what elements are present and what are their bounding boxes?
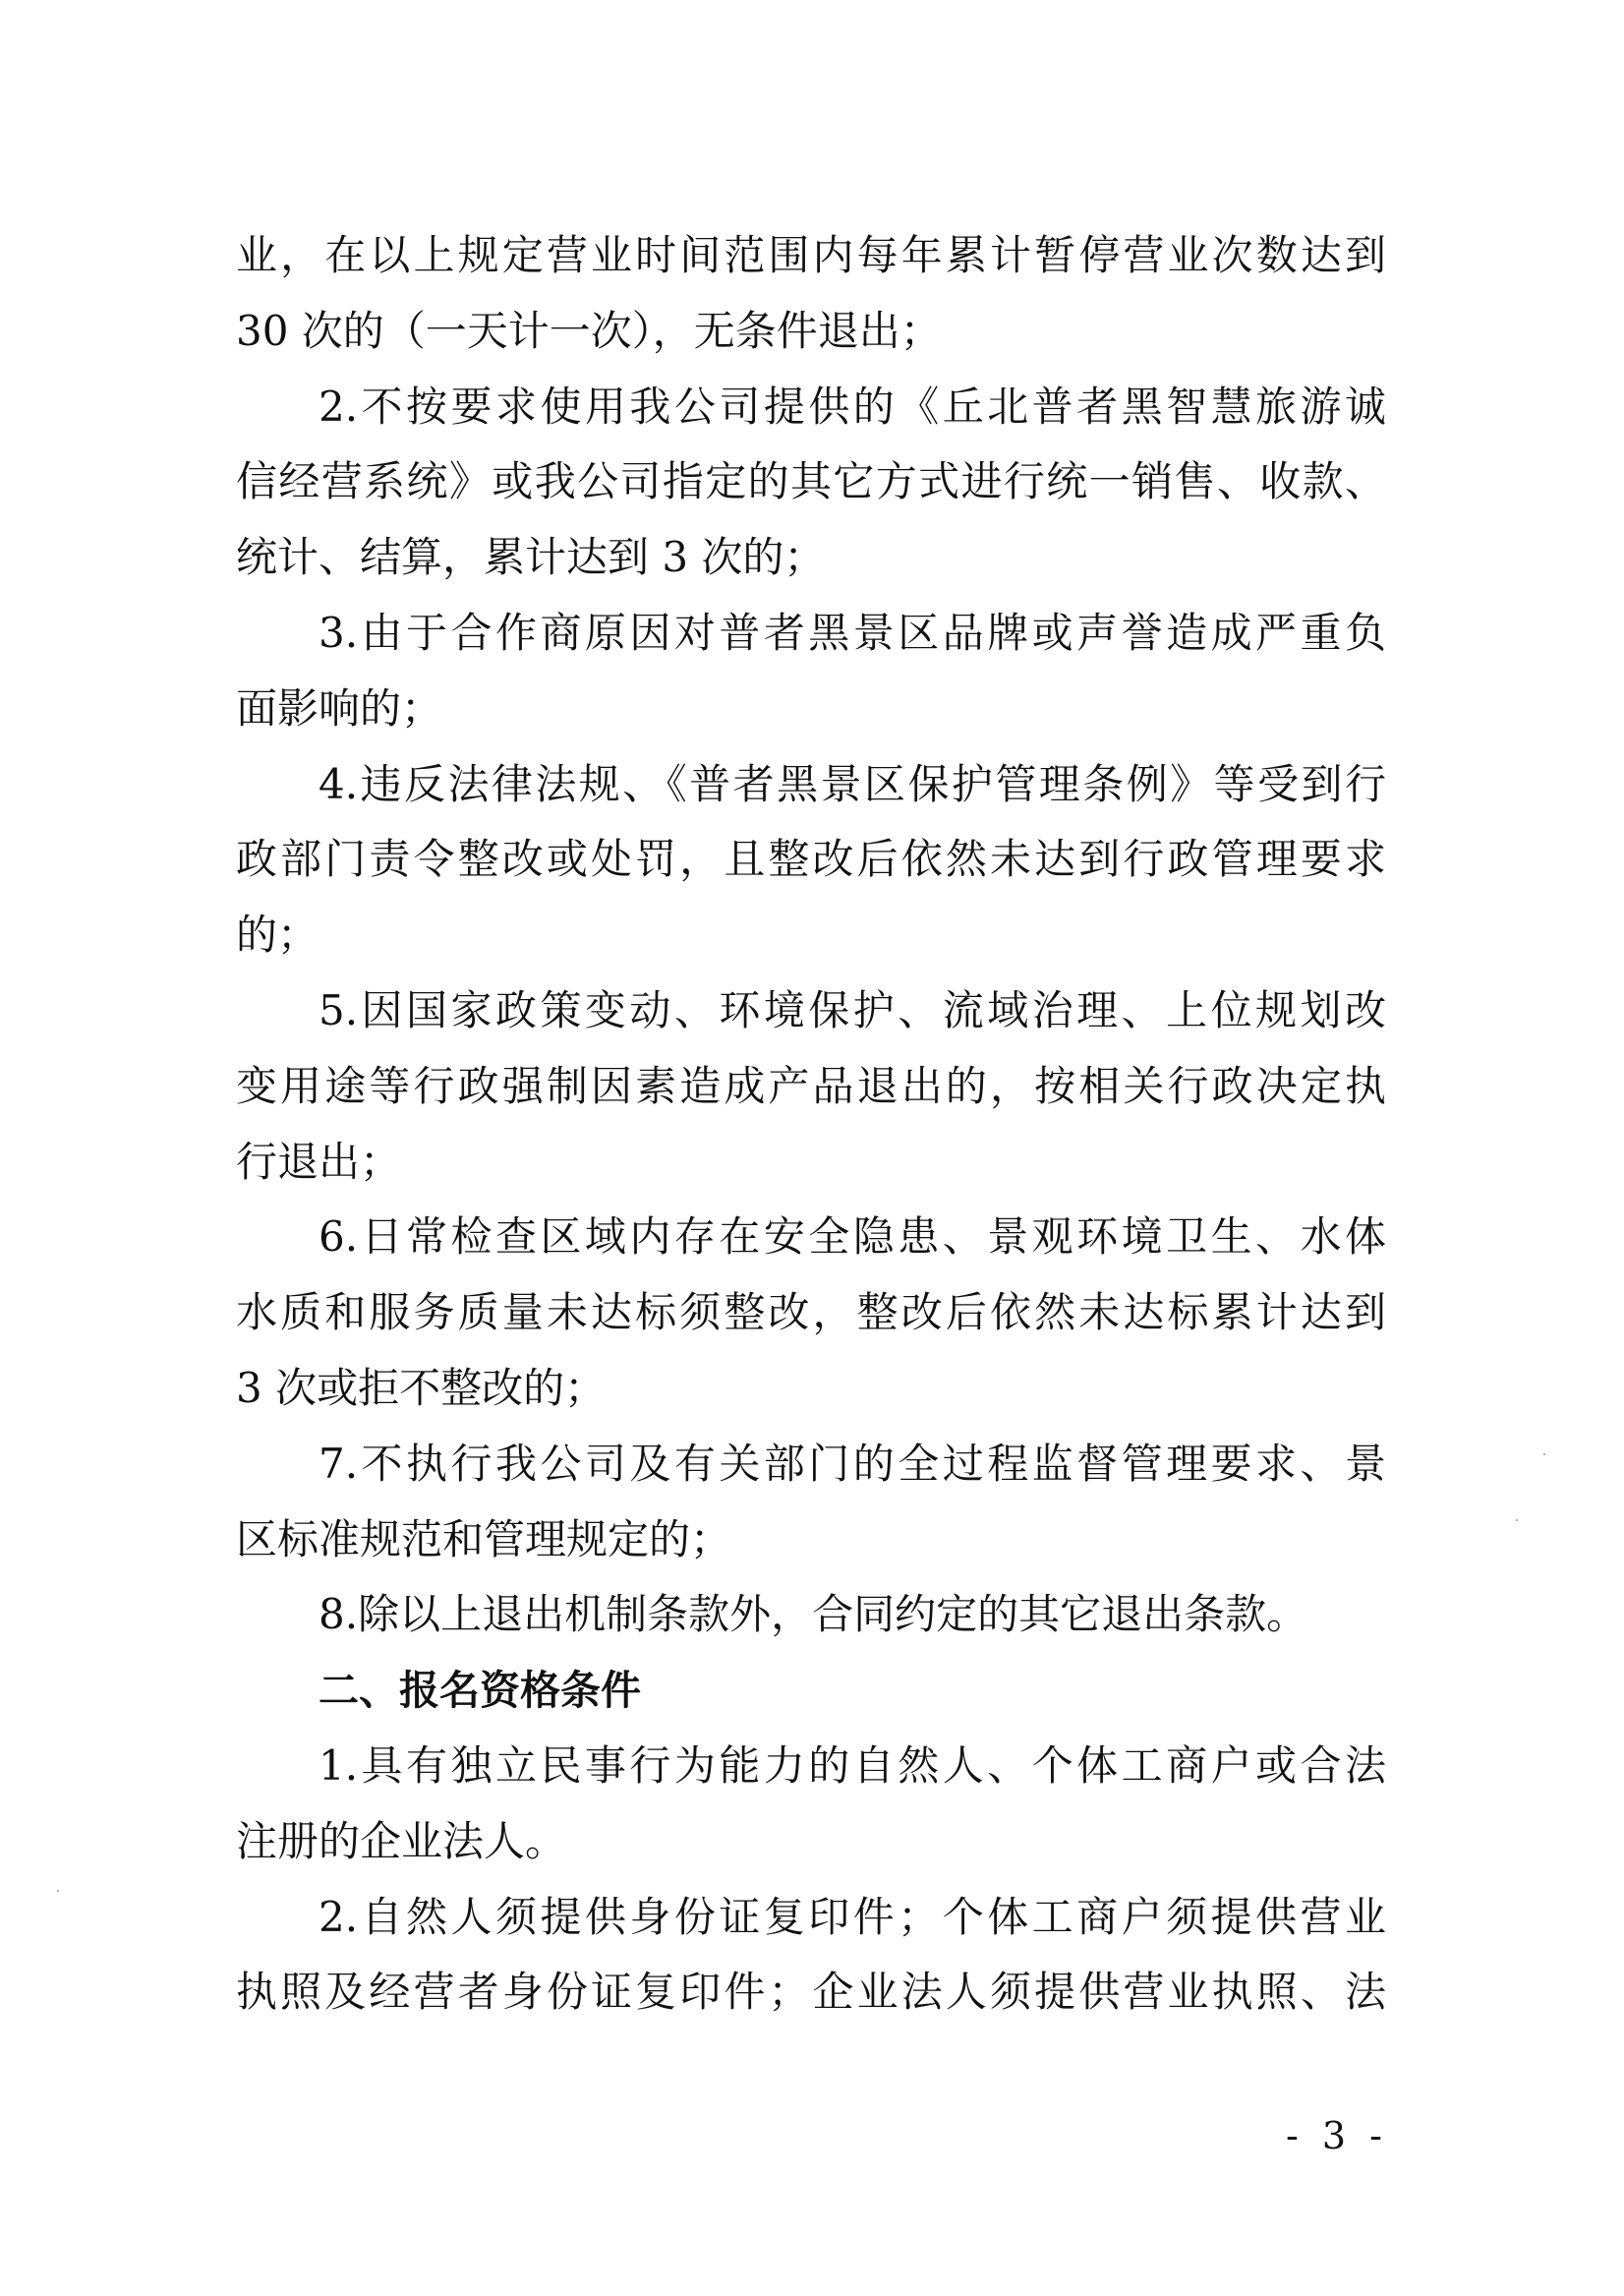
scan-speck — [57, 1890, 59, 1892]
text-line: 4.违反法律法规、《普者黑景区保护管理条例》等受到行 — [319, 759, 1386, 808]
scan-speck — [1543, 1453, 1545, 1455]
text-line: 水质和服务质量未达标须整改，整改后依然未达标累计达到 — [236, 1288, 1386, 1337]
text-line: 变用途等行政强制因素造成产品退出的，按相关行政决定执 — [236, 1061, 1386, 1110]
text-line: 统计、结算，累计达到 3 次的； — [236, 533, 826, 582]
text-line: 面影响的； — [236, 683, 443, 733]
text-line: 区标准规范和管理规定的； — [236, 1514, 732, 1563]
text-line: 1.具有独立民事行为能力的自然人、个体工商户或合法 — [319, 1740, 1386, 1790]
text-line: 业，在以上规定营业时间范围内每年累计暂停营业次数达到 — [236, 231, 1386, 279]
text-line: 2.自然人须提供身份证复印件；个体工商户须提供营业 — [319, 1892, 1386, 1941]
document-body — [236, 218, 1386, 2031]
text-line: 信经营系统》或我公司指定的其它方式进行统一销售、收款、 — [236, 457, 1386, 506]
text-line: 7.不执行我公司及有关部门的全过程监督管理要求、景 — [319, 1439, 1386, 1488]
text-line: 3.由于合作商原因对普者黑景区品牌或声誉造成严重负 — [319, 608, 1386, 657]
text-line: 3 次或拒不整改的； — [236, 1363, 607, 1412]
section-heading: 二、报名资格条件 — [319, 1667, 641, 1715]
text-line: 执照及经营者身份证复印件；企业法人须提供营业执照、法 — [236, 1968, 1386, 2017]
page-number: - 3 - — [1285, 2114, 1388, 2157]
text-line: 2.不按要求使用我公司提供的《丘北普者黑智慧旅游诚 — [319, 382, 1386, 431]
text-line: 5.因国家政策变动、环境保护、流域治理、上位规划改 — [319, 985, 1386, 1034]
scan-speck — [1516, 1519, 1518, 1521]
text-line: 8.除以上退出机制条款外，合同约定的其它退出条款。 — [319, 1590, 1308, 1639]
text-line: 6.日常检查区域内存在安全隐患、景观环境卫生、水体 — [319, 1212, 1386, 1262]
text-line: 30 次的（一天计一次），无条件退出； — [236, 306, 942, 355]
text-line: 注册的企业法人。 — [236, 1816, 567, 1865]
text-line: 政部门责令整改或处罚，且整改后依然未达到行政管理要求 — [236, 835, 1386, 884]
text-line: 行退出； — [236, 1137, 402, 1186]
text-line: 的； — [236, 911, 319, 960]
